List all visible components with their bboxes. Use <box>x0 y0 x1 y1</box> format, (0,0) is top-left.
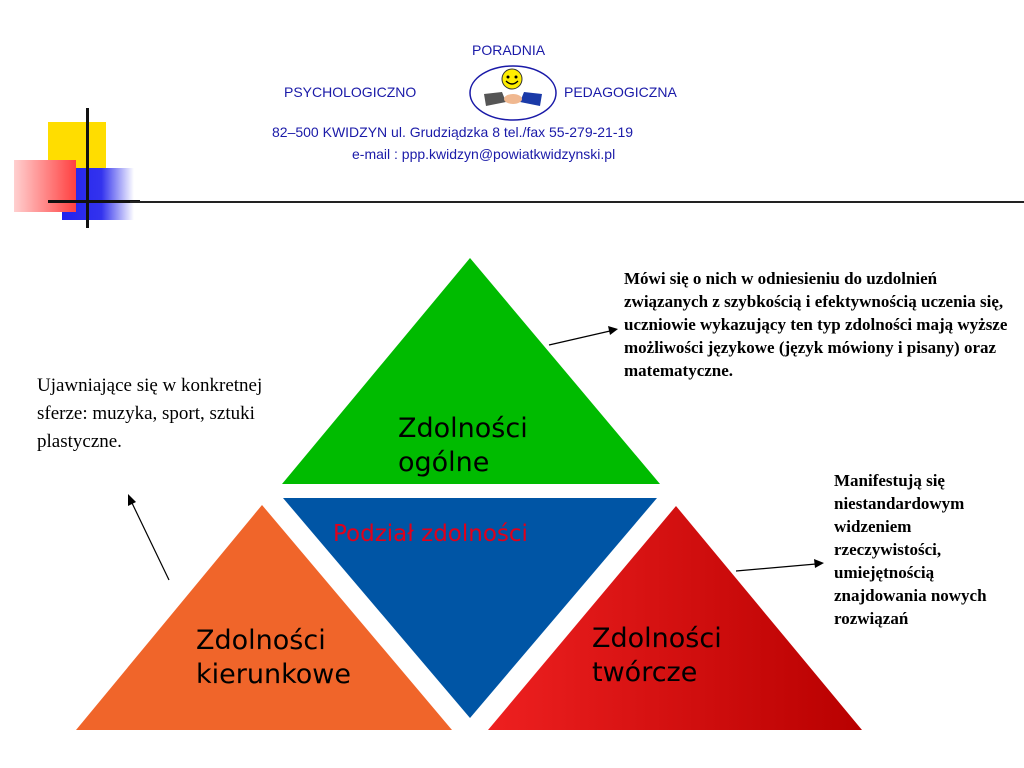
left-triangle-label-line1: Zdolności <box>196 625 326 656</box>
header-title: PORADNIA <box>472 42 546 58</box>
arrow-right-line <box>736 564 816 571</box>
top-triangle-label-line2: ogólne <box>398 447 490 478</box>
header-address: 82–500 KWIDZYN ul. Grudziądzka 8 tel./fax 55-279-21-19 <box>272 124 634 140</box>
header-right-word: PEDAGOGICZNA <box>564 84 677 100</box>
arrow-top-right-line <box>549 331 610 345</box>
header-email: e-mail : ppp.kwidzyn@powiatkwidzynski.pl <box>352 146 616 162</box>
arrow-top-right-head <box>608 326 618 335</box>
note-top-right: Mówi się o nich w odniesieniu do uzdolnień związanych z szybkością i efektywnością uczenia się, uczniowie wykazujący ten typ zdolności mają wyższe możliwości językowe (język mówiony i pisany) oraz matematyczne. <box>624 269 1008 380</box>
right-triangle-label-line2: twórcze <box>592 657 698 688</box>
arrow-right-head <box>814 559 824 568</box>
right-triangle-label <box>592 622 722 690</box>
top-triangle-label-line1: Zdolności <box>398 413 528 444</box>
left-triangle-label-line2: kierunkowe <box>196 659 351 690</box>
note-left: Ujawniające się w konkretnej sferze: muzyka, sport, sztuki plastyczne. <box>37 375 263 452</box>
diagram-center-title: Podział zdolności <box>333 521 528 547</box>
header-left-word: PSYCHOLOGICZNO <box>284 84 417 100</box>
top-triangle-label <box>398 412 528 480</box>
arrow-left-line <box>132 503 169 580</box>
left-triangle-label <box>196 624 351 692</box>
right-triangle-label-line1: Zdolności <box>592 623 722 654</box>
note-right: Manifestują się niestandardowym widzeniem rzeczywistości, umiejętnością znajdowania nowych rozwiązań <box>834 471 987 628</box>
